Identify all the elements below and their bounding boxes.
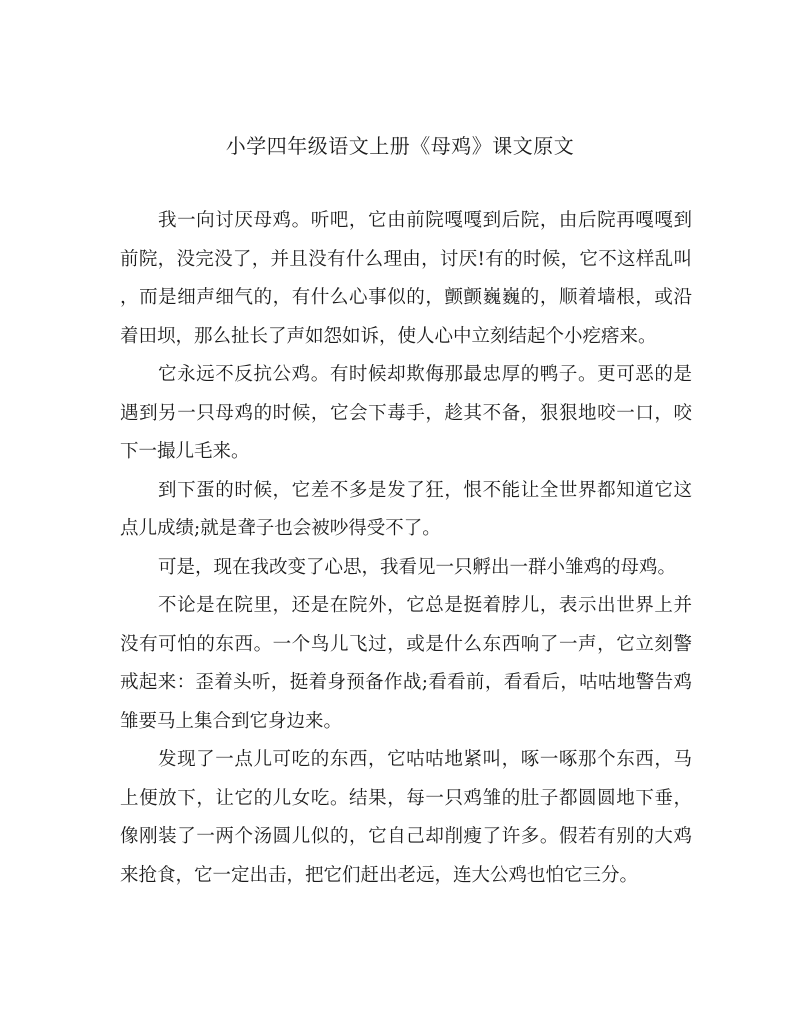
- paragraph-line: 可是，现在我改变了心思，我看见一只孵出一群小雏鸡的母鸡。: [158, 556, 677, 578]
- paragraph-line: 我一向讨厌母鸡。听吧，它由前院嘎嘎到后院，由后院再嘎嘎到: [158, 210, 692, 231]
- document-title: 小学四年级语文上册《母鸡》课文原文: [225, 134, 575, 158]
- paragraph-line: 到下蛋的时候，它差不多是发了狂，恨不能让全世界都知道它这: [158, 479, 692, 501]
- paragraph-line: 下一撮儿毛来。: [120, 441, 250, 462]
- paragraph-line: 前院，没完没了，并且没有什么理由，讨厌!有的时候，它不这样乱叫: [120, 248, 692, 270]
- paragraph-line: 发现了一点儿可吃的东西，它咕咕地紧叫，啄一啄那个东西，马: [158, 749, 692, 770]
- paragraph-line: ，而是细声细气的，有什么心事似的，颤颤巍巍的，顺着墙根，或沿: [120, 287, 692, 308]
- paragraph-line: 不论是在院里，还是在院外，它总是挺着脖儿，表示出世界上并: [158, 595, 692, 616]
- paragraph-line: 点儿成绩;就是聋子也会被吵得受不了。: [120, 518, 441, 539]
- paragraph-line: 像刚装了一两个汤圆儿似的，它自己却削瘦了许多。假若有别的大鸡: [120, 826, 692, 847]
- paragraph-line: 它永远不反抗公鸡。有时候却欺侮那最忠厚的鸭子。更可恶的是: [158, 364, 692, 385]
- paragraph-line: 着田坝，那么扯长了声如怨如诉，使人心中立刻结起个小疙瘩来。: [120, 325, 657, 347]
- paragraph-line: 雏要马上集合到它身边来。: [120, 710, 343, 732]
- paragraph-line: 上便放下，让它的儿女吃。结果，每一只鸡雏的肚子都圆圆地下垂，: [120, 787, 692, 809]
- paragraph-line: 遇到另一只母鸡的时候，它会下毒手，趁其不备，狠狠地咬一口，咬: [120, 402, 692, 424]
- paragraph-line: 来抢食，它一定出击，把它们赶出老远，连大公鸡也怕它三分。: [120, 864, 639, 886]
- document-body: [120, 202, 692, 895]
- paragraph-line: 戒起来：歪着头听，挺着身预备作战;看看前，看看后，咕咕地警告鸡: [120, 672, 692, 693]
- paragraph-line: 没有可怕的东西。一个鸟儿飞过，或是什么东西响了一声，它立刻警: [120, 633, 692, 655]
